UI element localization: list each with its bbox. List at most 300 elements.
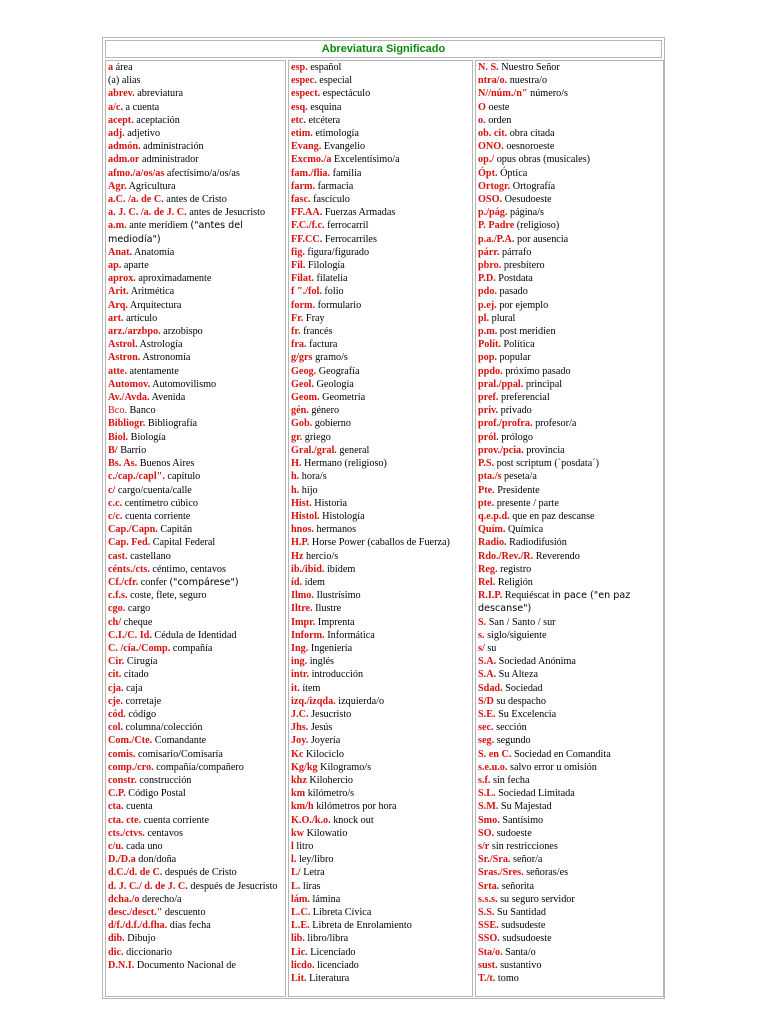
meaning: popular	[499, 352, 531, 364]
abbreviation-entry	[106, 893, 285, 906]
abbreviation: comp./cro.	[108, 761, 154, 773]
abbreviation-entry	[106, 219, 285, 245]
meaning: Su Majestad	[500, 801, 552, 813]
meaning: plural	[491, 312, 516, 324]
meaning: Agricultura	[128, 180, 176, 192]
meaning: pasado	[499, 286, 528, 298]
meaning: hijo	[301, 484, 318, 496]
abbreviation: pról.	[478, 431, 499, 443]
abbreviation: ob. cit.	[478, 128, 508, 140]
abbreviation: N. S.	[478, 62, 499, 73]
abbreviation: Fil.	[291, 260, 306, 272]
abbreviation-entry	[476, 457, 663, 470]
meaning: registro	[500, 563, 532, 575]
meaning: Licenciado	[310, 946, 356, 958]
abbreviation: dcha./o	[108, 893, 140, 905]
abbreviation-entry	[106, 602, 285, 615]
abbreviation: B/	[108, 444, 118, 456]
abbreviation: Geom.	[291, 392, 320, 404]
meaning: (religioso)	[516, 220, 560, 232]
abbreviation-entry	[289, 959, 472, 972]
meaning: abreviatura	[137, 88, 184, 100]
abbreviation-entry	[289, 695, 472, 708]
meaning: confer	[140, 576, 167, 588]
meaning: adjetivo	[127, 128, 161, 140]
abbreviation: Histol.	[291, 510, 320, 522]
abbreviation-entry	[476, 589, 663, 615]
abbreviation-entry	[476, 299, 663, 312]
abbreviation: espec.	[291, 75, 317, 87]
abbreviation-entry	[289, 167, 472, 180]
meaning: Aritmética	[130, 286, 175, 298]
abbreviation: Sr./Sra.	[478, 854, 511, 866]
meaning: Cédula de Identidad	[154, 629, 237, 641]
abbreviation: L.C.	[291, 907, 311, 918]
abbreviation: priv.	[478, 405, 499, 417]
meaning: Ingeniería	[310, 642, 353, 654]
meaning: arzobispo	[163, 326, 203, 338]
abbreviation: g/grs	[291, 352, 313, 364]
abbreviation: adm.or	[108, 154, 140, 166]
meaning: Óptica	[500, 167, 528, 179]
abbreviation: l	[291, 840, 294, 852]
abbreviation-entry	[289, 391, 472, 404]
abbreviation-entry	[106, 140, 285, 153]
abbreviation: C.I./C. Id.	[108, 629, 152, 641]
meaning: Excelentísimo/a	[334, 154, 400, 166]
abbreviation-entry	[106, 721, 285, 734]
abbreviation-entry	[106, 946, 285, 959]
abbreviation-entry	[476, 153, 663, 166]
abbreviation: c/c.	[108, 510, 123, 522]
abbreviation-entry	[476, 946, 663, 959]
abbreviation-entry	[106, 932, 285, 945]
meaning: Dibujo	[127, 933, 156, 945]
abbreviation-entry	[476, 272, 663, 285]
meaning: caja	[126, 682, 143, 694]
meaning: corretaje	[125, 695, 162, 707]
abbreviation: km/h	[291, 801, 314, 813]
meaning: Anatomía	[134, 246, 175, 258]
abbreviation-entry	[106, 259, 285, 272]
abbreviation-entry	[289, 550, 472, 563]
abbreviation: íd.	[291, 576, 303, 588]
meaning: tomo	[497, 973, 519, 985]
meaning: litro	[296, 840, 314, 852]
meaning: etimología	[315, 128, 359, 140]
abbreviation: gén.	[291, 405, 309, 417]
abbreviation: Arq.	[108, 299, 128, 311]
meaning: comisario/Comisaría	[138, 748, 223, 760]
abbreviation: H.P.	[291, 537, 310, 549]
meaning: ídem	[304, 576, 325, 588]
meaning: Sociedad	[505, 682, 543, 694]
abbreviation-entry	[476, 417, 663, 430]
abbreviation: Rdo./Rev./R.	[478, 550, 534, 562]
meaning: Ilustrísimo	[316, 590, 361, 602]
meaning: hermanos	[316, 524, 357, 536]
abbreviation: Ópt.	[478, 167, 498, 179]
meaning: Geografía	[318, 365, 360, 377]
abbreviation: FF.CC.	[291, 233, 323, 245]
abbreviation-entry	[476, 206, 663, 219]
abbreviation: Geog.	[291, 365, 317, 377]
abbreviation-entry	[476, 932, 663, 945]
abbreviation-entry	[476, 774, 663, 787]
abbreviation-entry	[289, 721, 472, 734]
abbreviation-entry	[476, 748, 663, 761]
abbreviation: dib.	[108, 933, 125, 945]
abbreviation-entry	[106, 682, 285, 695]
abbreviation: Inform.	[291, 629, 325, 641]
abbreviation: ntra/o.	[478, 75, 508, 87]
abbreviation-entry	[476, 74, 663, 87]
abbreviation-entry	[106, 708, 285, 721]
abbreviation-entry	[476, 972, 663, 985]
abbreviation-entry	[106, 153, 285, 166]
abbreviation: S.A.	[478, 656, 497, 668]
abbreviation: desc./desct."	[108, 907, 163, 918]
abbreviation: Excmo./a	[291, 154, 332, 166]
abbreviation-entry	[106, 246, 285, 259]
meaning: kilómetros por hora	[316, 801, 397, 813]
abbreviation: espect.	[291, 88, 321, 100]
abbreviation-entry	[289, 602, 472, 615]
abbreviation-entry	[106, 87, 285, 100]
meaning: Política	[503, 339, 535, 351]
abbreviation-entry	[289, 800, 472, 813]
abbreviation: dic.	[108, 946, 124, 958]
meaning: Buenos Aires	[139, 458, 195, 470]
abbreviation: P.D.	[478, 273, 496, 285]
abbreviation: farm.	[291, 180, 316, 192]
abbreviation: Ortogr.	[478, 180, 511, 192]
meaning: Presidente	[497, 484, 540, 496]
abbreviation-entry	[289, 919, 472, 932]
abbreviation: fra.	[291, 339, 307, 351]
abbreviation: Lic.	[291, 946, 308, 958]
meaning: derecho/a	[141, 893, 182, 905]
abbreviation: c.c.	[108, 497, 123, 509]
abbreviation-entry	[289, 259, 472, 272]
abbreviation: Arit.	[108, 286, 129, 298]
abbreviation: Av./Avda.	[108, 392, 150, 404]
abbreviation-entry	[289, 708, 472, 721]
abbreviation-entry	[289, 365, 472, 378]
meaning: Horse Power (caballos de Fuerza)	[311, 537, 450, 549]
abbreviation-entry	[476, 219, 663, 232]
abbreviation-entry	[476, 246, 663, 259]
abbreviation-entry	[476, 800, 663, 813]
meaning: ítem	[302, 682, 321, 694]
abbreviation: S. en C.	[478, 748, 512, 760]
abbreviation-entry	[476, 404, 663, 417]
abbreviation-entry	[476, 959, 663, 972]
meaning: Geología	[316, 378, 354, 390]
meaning: libro/libra	[307, 933, 349, 945]
meaning: Oesudoeste	[504, 194, 552, 206]
abbreviation-entry	[289, 893, 472, 906]
meaning: Biología	[130, 431, 166, 443]
meaning: familia	[332, 167, 362, 179]
abbreviation-entry	[106, 299, 285, 312]
meaning: ferrocarril	[327, 220, 369, 232]
abbreviation: form.	[291, 299, 316, 311]
abbreviation: Astron.	[108, 352, 141, 364]
column-2	[288, 60, 473, 997]
meaning: construcción	[139, 774, 192, 786]
abbreviation-entry	[476, 431, 663, 444]
abbreviation: P.S.	[478, 458, 495, 470]
abbreviation: K.O./k.o.	[291, 814, 331, 826]
abbreviation-entry	[476, 193, 663, 206]
abbreviation-entry	[476, 629, 663, 642]
meaning: segundo	[496, 735, 531, 747]
abbreviation: acept.	[108, 114, 134, 126]
abbreviation-entry	[476, 470, 663, 483]
abbreviation: c./cap./capl".	[108, 471, 165, 483]
meaning: liras	[302, 880, 321, 892]
meaning: español	[310, 62, 342, 73]
abbreviation: q.e.p.d.	[478, 510, 510, 522]
abbreviation: L.	[291, 880, 301, 892]
handwritten-note: ("antes del mediodía")	[108, 220, 243, 245]
abbreviation-entry	[106, 378, 285, 391]
abbreviation-entry	[289, 484, 472, 497]
abbreviation-entry	[476, 563, 663, 576]
abbreviation-entry	[476, 101, 663, 114]
meaning: presbítero	[503, 260, 545, 272]
abbreviation-entry	[106, 814, 285, 827]
meaning: obra citada	[509, 128, 555, 140]
meaning: aceptación	[136, 114, 180, 126]
abbreviation: Kc	[291, 748, 304, 760]
meaning: Banco	[129, 405, 156, 417]
meaning: Postdata	[498, 273, 533, 285]
abbreviation: Jhs.	[291, 722, 309, 734]
meaning: kilómetro/s	[307, 788, 355, 800]
meaning: Comandante	[154, 735, 207, 747]
abbreviation-entry	[476, 827, 663, 840]
abbreviation-entry	[289, 127, 472, 140]
meaning: Su Excelencia	[498, 708, 557, 720]
abbreviation-entry	[289, 61, 472, 74]
abbreviation-entry	[106, 431, 285, 444]
abbreviation: F.C./f.c.	[291, 220, 325, 232]
abbreviation: comis.	[108, 748, 136, 760]
meaning: Joyería	[310, 735, 341, 747]
meaning: Documento Nacional de	[136, 959, 236, 971]
abbreviation: pbro.	[478, 260, 502, 272]
meaning: por ejemplo	[499, 299, 549, 311]
abbreviation: cta. cte.	[108, 814, 142, 826]
abbreviation: Bibliogr.	[108, 418, 146, 430]
abbreviation: P. Padre	[478, 220, 515, 232]
abbreviation: lib.	[291, 933, 305, 945]
abbreviation: Filat.	[291, 273, 314, 285]
abbreviation: atte.	[108, 365, 127, 377]
abbreviation-entry	[289, 748, 472, 761]
meaning: Literatura	[309, 973, 350, 985]
abbreviation: Iltre.	[291, 603, 313, 615]
abbreviation: párr.	[478, 246, 500, 258]
abbreviation: C. /cía./Comp.	[108, 642, 171, 654]
abbreviation: etc.	[291, 114, 306, 126]
abbreviation: Cir.	[108, 656, 125, 668]
meaning: Letra	[303, 867, 325, 879]
abbreviation: Cap./Capn.	[108, 524, 158, 536]
meaning: knock out	[333, 814, 374, 826]
abbreviation: Ilmo.	[291, 590, 314, 602]
abbreviation: Bco.	[108, 405, 127, 417]
abbreviation-entry	[289, 827, 472, 840]
meaning: Jesucristo	[311, 708, 352, 720]
meaning: Evangelio	[323, 141, 366, 153]
abbreviation: Agr.	[108, 180, 127, 192]
abbreviation-entry	[476, 550, 663, 563]
abbreviation-entry	[476, 536, 663, 549]
abbreviation: h.	[291, 471, 300, 483]
meaning: (a) alias	[108, 75, 141, 87]
abbreviation-entry	[106, 391, 285, 404]
meaning: Su Santidad	[496, 907, 546, 918]
abbreviation-entry	[289, 682, 472, 695]
abbreviation: p./pág.	[478, 207, 508, 219]
abbreviation: op./	[478, 154, 495, 166]
meaning: Santa/o	[505, 946, 536, 958]
meaning: figura/figurado	[307, 246, 370, 258]
abbreviation: Sta/o.	[478, 946, 503, 958]
abbreviation: S/D	[478, 695, 494, 707]
abbreviation: Automov.	[108, 378, 151, 390]
abbreviation-entry	[476, 87, 663, 100]
meaning: post meridien	[499, 326, 556, 338]
meaning: ley/libro	[298, 854, 334, 866]
abbreviation: R.I.P.	[478, 590, 503, 602]
abbreviation-entry	[106, 655, 285, 668]
meaning: Ferrocarriles	[324, 233, 377, 245]
abbreviation: Gob.	[291, 418, 313, 430]
abbreviation-entry	[476, 893, 663, 906]
meaning: Jesús	[310, 722, 333, 734]
abbreviation: c.f.s.	[108, 590, 128, 602]
meaning: Histología	[322, 510, 365, 522]
abbreviation-entry	[289, 338, 472, 351]
abbreviation: fasc.	[291, 194, 311, 206]
abbreviation: Sras./Sres.	[478, 867, 524, 879]
meaning: Avenida	[151, 392, 186, 404]
meaning: administración	[143, 141, 204, 153]
meaning: Reverendo	[535, 550, 580, 562]
abbreviation-entry	[289, 787, 472, 800]
meaning: descuento	[164, 907, 206, 918]
meaning: artículo	[126, 312, 158, 324]
meaning: cada uno	[126, 840, 163, 852]
meaning: general	[339, 444, 370, 456]
abbreviation: Evang.	[291, 141, 322, 153]
meaning: sudoeste	[496, 827, 532, 839]
abbreviation-entry	[476, 233, 663, 246]
abbreviation: s.f.	[478, 774, 491, 786]
meaning: Ilustre	[315, 603, 342, 615]
abbreviation: etim.	[291, 128, 313, 140]
abbreviation-entry	[476, 312, 663, 325]
abbreviation-entry	[106, 444, 285, 457]
meaning: Sociedad en Comandita	[513, 748, 611, 760]
meaning: Hermano (religioso)	[304, 458, 387, 470]
meaning: afectísimo/a/os/as	[166, 167, 240, 179]
abbreviation-entry	[476, 668, 663, 681]
meaning: cuenta corriente	[124, 510, 191, 522]
abbreviation: Pte.	[478, 484, 495, 496]
abbreviation-entry	[289, 642, 472, 655]
abbreviation-entry	[106, 74, 285, 87]
abbreviation: afmo./a/os/as	[108, 167, 165, 179]
abbreviation: S.L.	[478, 788, 496, 800]
abbreviation-entry	[476, 351, 663, 364]
abbreviation-entry	[476, 523, 663, 536]
meaning: don/doña	[138, 854, 177, 866]
abbreviation: C.P.	[108, 788, 126, 800]
meaning: orden	[488, 114, 512, 126]
abbreviation-entry	[476, 365, 663, 378]
meaning: columna/colección	[125, 722, 203, 734]
abbreviation-entry	[476, 734, 663, 747]
meaning: factura	[309, 339, 338, 351]
abbreviation: gr.	[291, 431, 303, 443]
abbreviation-entry	[476, 655, 663, 668]
abbreviation-entry	[289, 299, 472, 312]
abbreviation: S.A.	[478, 669, 497, 681]
abbreviation: admón.	[108, 141, 141, 153]
meaning: área	[115, 62, 133, 73]
abbreviation-entry	[289, 523, 472, 536]
meaning: párrafo	[501, 246, 532, 258]
meaning: cargo	[127, 603, 151, 615]
abbreviation: cja.	[108, 682, 124, 694]
meaning: hercio/s	[306, 550, 339, 562]
abbreviation-entry	[289, 180, 472, 193]
abbreviation-entry	[289, 285, 472, 298]
abbreviation: cénts./cts.	[108, 563, 150, 575]
abbreviation: cgo.	[108, 603, 126, 615]
abbreviation-entry	[106, 536, 285, 549]
meaning: prólogo	[501, 431, 533, 443]
abbreviation: Lit.	[291, 973, 307, 985]
abbreviation-entry	[476, 906, 663, 919]
meaning: Santísimo	[502, 814, 544, 826]
abbreviation-entry	[289, 853, 472, 866]
abbreviation-entry	[289, 880, 472, 893]
meaning: Informática	[327, 629, 375, 641]
abbreviation-entry	[106, 576, 285, 589]
abbreviation-entry	[106, 127, 285, 140]
abbreviation: cast.	[108, 550, 128, 562]
abbreviation-entry	[106, 550, 285, 563]
abbreviation: seg.	[478, 735, 495, 747]
meaning: provincia	[526, 444, 565, 456]
abbreviation: fr.	[291, 326, 301, 338]
abbreviation-entry	[289, 589, 472, 602]
meaning: señor/a	[513, 854, 543, 866]
abbreviation: Cf./cfr.	[108, 576, 139, 588]
abbreviation-entry	[106, 695, 285, 708]
abbreviation-entry	[106, 285, 285, 298]
meaning: sudsudoeste	[502, 933, 552, 945]
abbreviation-entry	[476, 127, 663, 140]
meaning: Automovilismo	[152, 378, 217, 390]
abbreviation: ppdo.	[478, 365, 503, 377]
